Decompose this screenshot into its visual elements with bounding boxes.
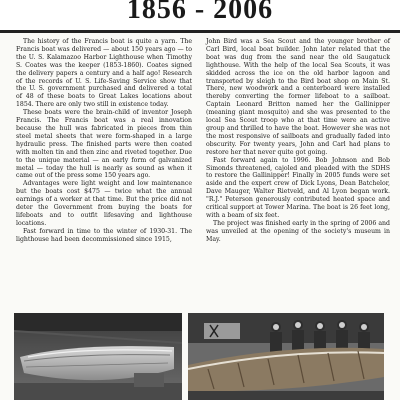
restored-boat-image (188, 313, 384, 400)
paragraph: Fast forward again to 1996. Bob Johnson and Bob Simonds threatened, cajoled and pleaded with the SDHS to restore the Gallinipper! Finally in 2005 funds were set aside and the expert crew of Dick Lyons, Dean Batchelor, Dave Mauger, Walter Rietveld, and Al Lyon began work. "R.J." Peterson generously contributed heated space and critical support at Tower Marina. The boat is 26 feet long, with a beam of six feet. (206, 156, 390, 219)
paragraph: John Bird was a Sea Scout and the younger brother of Carl Bird, local boat builder. John later related that the boat was dug from the sand near the old Saugatuck lighthouse. With the help of the local Sea Scouts, it was skidded across the ice on the old harbor lagoon and transported by sleigh to the Bird boat shop on Main St. There, new woodwork and a centerboard were installed thereby converting the former lifeboat to a sailboat. Captain Leonard Britton named her the Gallinipper (meaning giant mosquito) and she was presented to the local Sea Scout troop who at that time were an active group and thrilled to have the boat. However she was not the most responsive of sailboats and gradually faded into obscurity. For twenty years, John and Carl had plans to restore her that never quite got going. (206, 38, 390, 156)
paragraph: Advantages were light weight and low maintenance but the boats cost $475 — twice what the annual earnings of a worker at that time. But the price did not deter the Government from buying the boats for lifeboats and to outfit lifesaving and lighthouse locations. (16, 180, 192, 227)
paragraph: These boats were the brain-child of inventor Joseph Francis. The Francis boat was a real innovation because the hull was fabricated in pieces from thin steel metal sheets that were form-shaped in a large hydraulic press. The finished parts were then coated with molten tin and then zinc and riveted together. Due to the unique material — an early form of galvanized metal — today the hull is nearly as sound as when it came out of the press some 150 years ago. (16, 109, 192, 180)
paragraph: The project was finished early in the spring of 2006 and was unveiled at the opening of the society's museum in May. (206, 219, 390, 243)
boat-hull-image (14, 313, 182, 400)
title-banner (0, 0, 400, 33)
page-title: 1856 - 2006 (126, 0, 274, 25)
photo-boat-hull (14, 313, 182, 400)
article-right-column (206, 38, 390, 244)
paragraph: Fast forward in time to the winter of 1930-31. The lighthouse had been decommissioned since 1915, (16, 227, 192, 243)
photo-restored-boat (188, 313, 384, 400)
paragraph: The history of the Francis boat is quite a yarn. The Francis boat was delivered — about 150 years ago — to the U. S. Kalamazoo Harbor Lighthouse when Timothy S. Coates was the keeper (1853-1860). Coates signed the delivery papers a century and a half ago! Research of the records of U. S. Life-Saving Service show that the U. S. government purchased and delivered a total of 48 of these boats to Great Lakes locations about 1854. There are only two still in existence today. (16, 38, 192, 109)
article-left-column (16, 38, 192, 244)
